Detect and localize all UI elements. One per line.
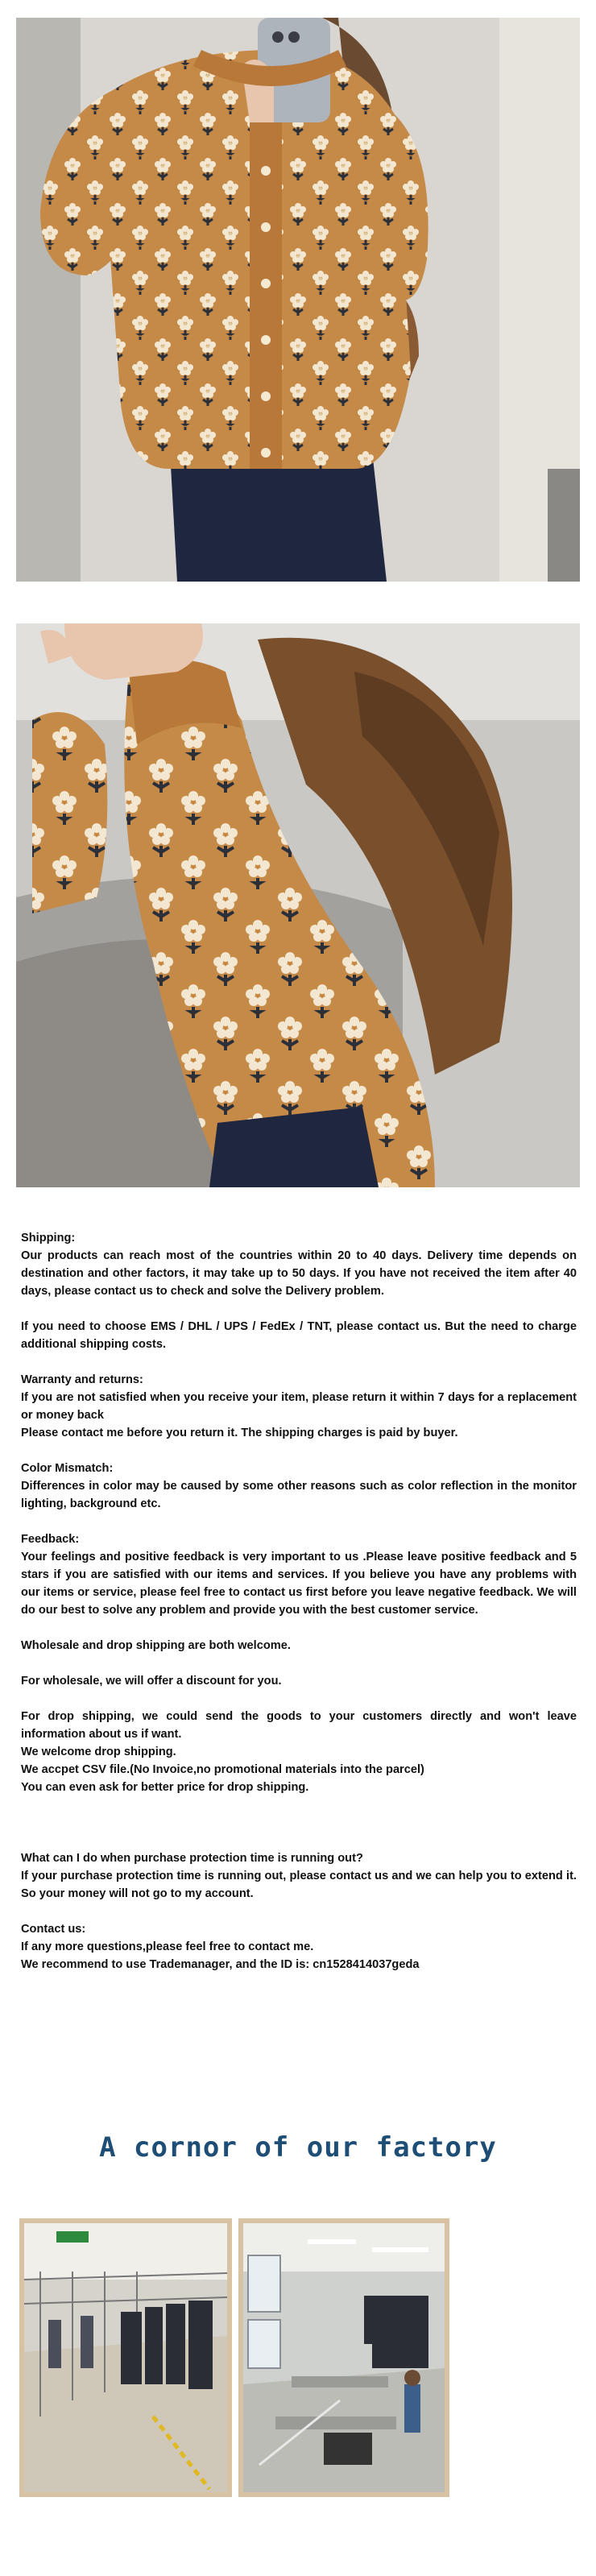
wholesale-welcome-text: Wholesale and drop shipping are both welcome.	[21, 1639, 291, 1652]
product-photo-closeup	[16, 623, 580, 1187]
factory-workshop-photo-icon	[243, 2223, 445, 2492]
contact-heading: Contact us:	[21, 1923, 86, 1936]
factory-photo-floor	[19, 2218, 232, 2497]
color-mismatch-text: Differences in color may be caused by some other reasons such as color reflection in the monitor lighting, background etc.	[21, 1480, 577, 1510]
warranty-heading: Warranty and returns:	[21, 1373, 143, 1386]
drop-shipping-welcome: We welcome drop shipping.	[21, 1746, 176, 1758]
product-photo-front	[16, 18, 580, 582]
warranty-text: If you are not satisfied when you receive your item, please return it within 7 days for a replacement or money back	[21, 1391, 577, 1422]
drop-shipping-text: For drop shipping, we could send the goods to your customers directly and won't leave information about us if want.	[21, 1710, 577, 1741]
wholesale-discount-text: For wholesale, we will offer a discount for you.	[21, 1675, 282, 1688]
csv-file-text: We accpet CSV file.(No Invoice,no promotional materials into the parcel)	[21, 1763, 424, 1776]
policy-section	[21, 1229, 577, 1973]
trademanager-text: We recommend to use Trademanager, and the ID is: cn1528414037geda	[21, 1958, 420, 1971]
protection-answer: If your purchase protection time is running out, please contact us and we can help you to extend it. So your money will not go to my account.	[21, 1870, 577, 1900]
contact-text: If any more questions,please feel free to contact me.	[21, 1940, 314, 1953]
protection-question: What can I do when purchase protection time is running out?	[21, 1852, 363, 1865]
sweater-photo-closeup-icon	[16, 623, 580, 1187]
factory-photo-workshop	[238, 2218, 449, 2497]
feedback-text: Your feelings and positive feedback is very important to us .Please leave positive feedback and 5 stars if you are satisfied with our items and services. If you believe you have any problems with our items or service, please feel free to contact us first before you leave negative feedback. We will do our best to solve any problem and provide you with the best customer service.	[21, 1551, 577, 1617]
color-mismatch-heading: Color Mismatch:	[21, 1462, 114, 1475]
better-price-text: You can even ask for better price for drop shipping.	[21, 1781, 309, 1794]
warranty-contact-text: Please contact me before you return it. The shipping charges is paid by buyer.	[21, 1427, 458, 1439]
feedback-heading: Feedback:	[21, 1533, 80, 1546]
shipping-text: Our products can reach most of the countries within 20 to 40 days. Delivery time depends on destination and other factors, it may take up to 50 days. If you have not received the item after 40 days, please contact us to check and solve the Delivery problem.	[21, 1249, 577, 1298]
sweater-photo-front-icon	[16, 18, 580, 582]
express-shipping-text: If you need to choose EMS / DHL / UPS / FedEx / TNT, please contact us. But the need to charge additional shipping costs.	[21, 1320, 577, 1351]
factory-title: A cornor of our factory	[99, 2131, 497, 2164]
factory-floor-photo-icon	[24, 2223, 227, 2492]
shipping-heading: Shipping:	[21, 1232, 76, 1245]
